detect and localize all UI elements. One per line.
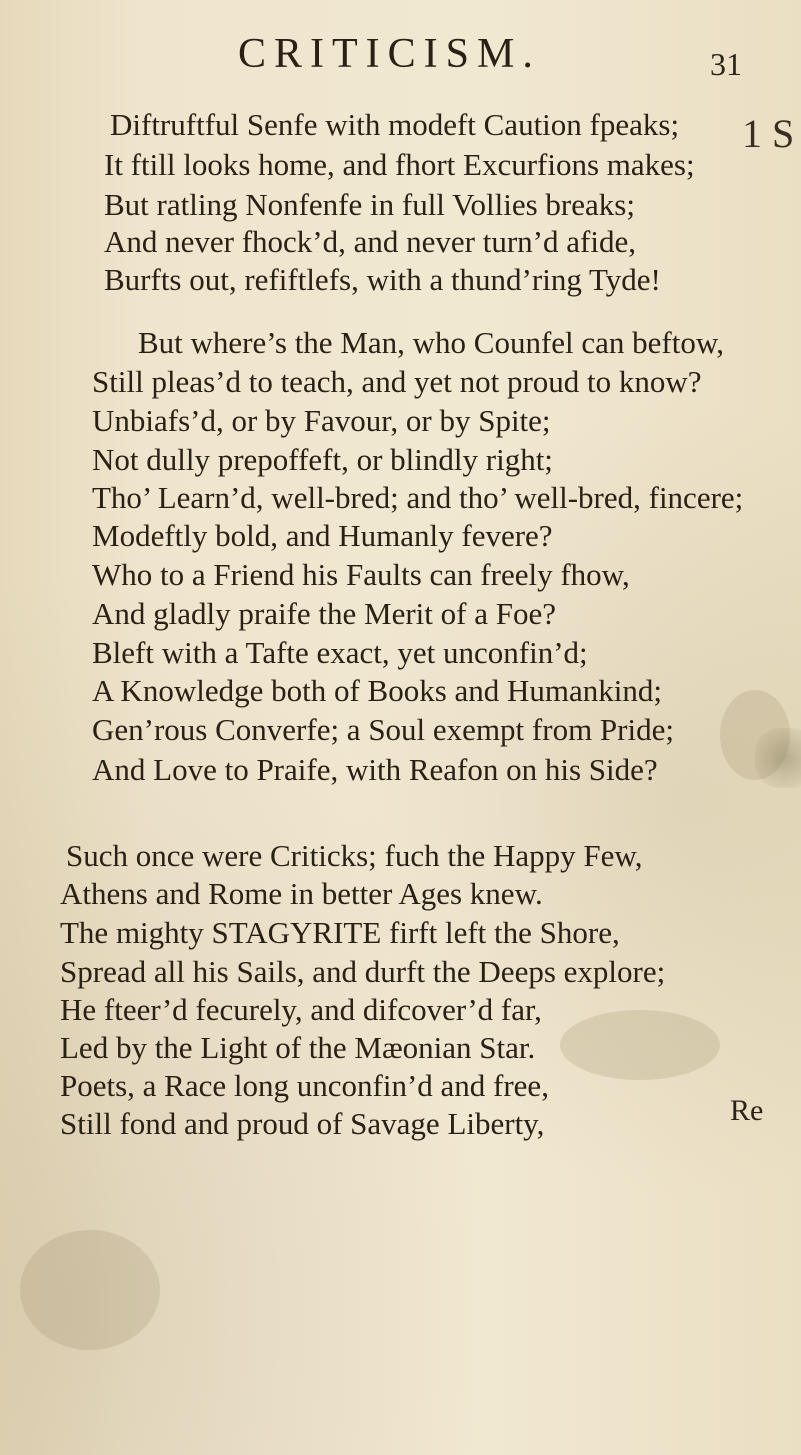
page-stain xyxy=(560,1010,720,1080)
verse-line: Athens and Rome in better Ages knew. xyxy=(60,876,543,911)
verse-line: Gen’rous Converfe; a Soul exempt from Pride; xyxy=(92,712,674,747)
verse-line: Tho’ Learn’d, well-bred; and tho’ well-bred, fincere; xyxy=(92,480,744,515)
verse-line: Who to a Friend his Faults can freely fhow, xyxy=(92,557,630,592)
catchword: Re xyxy=(730,1094,764,1127)
verse-line: But ratling Nonfenfe in full Vollies breaks; xyxy=(104,187,635,222)
page-number: 31 xyxy=(710,46,742,82)
verse-line: And gladly praife the Merit of a Foe? xyxy=(92,596,556,631)
verse-line: The mighty STAGYRITE firft left the Shore, xyxy=(60,915,620,950)
verse-line: It ftill looks home, and fhort Excurfions makes; xyxy=(104,147,695,182)
verse-line: Led by the Light of the Mæonian Star. xyxy=(60,1030,536,1065)
verse-line: Poets, a Race long unconfin’d and free, xyxy=(60,1068,549,1103)
verse-line: And never fhock’d, and never turn’d afide, xyxy=(104,224,636,259)
verse-line: Bleft with a Tafte exact, yet unconfin’d; xyxy=(92,635,588,670)
verse-line: Unbiafs’d, or by Favour, or by Spite; xyxy=(92,403,551,438)
verse-line: But where’s the Man, who Counfel can beftow, xyxy=(138,325,724,360)
verse-line: Modeftly bold, and Humanly fevere? xyxy=(92,518,553,553)
verse-line: Not dully prepoffeft, or blindly right; xyxy=(92,442,553,477)
verse-line: And Love to Praife, with Reafon on his Side? xyxy=(92,752,658,787)
verse-line: Burfts out, refiftlefs, with a thund’ring Tyde! xyxy=(104,262,661,297)
running-head: CRITICISM. xyxy=(238,31,541,77)
verse-line: Such once were Criticks; fuch the Happy Few, xyxy=(66,838,643,873)
verse-line: He fteer’d fecurely, and difcover’d far, xyxy=(60,992,542,1027)
verse-line: Diftruftful Senfe with modeft Caution fpeaks; xyxy=(110,107,680,142)
verse-line: Still pleas’d to teach, and yet not proud to know? xyxy=(92,364,702,399)
page-stain xyxy=(20,1230,160,1350)
margin-bracket-mark: 1 S xyxy=(742,111,795,156)
ink-bleed-mark xyxy=(755,728,801,788)
verse-line: Spread all his Sails, and durft the Deeps explore; xyxy=(60,954,666,989)
verse-line: Still fond and proud of Savage Liberty, xyxy=(60,1106,545,1141)
verse-line: A Knowledge both of Books and Humankind; xyxy=(92,673,663,708)
